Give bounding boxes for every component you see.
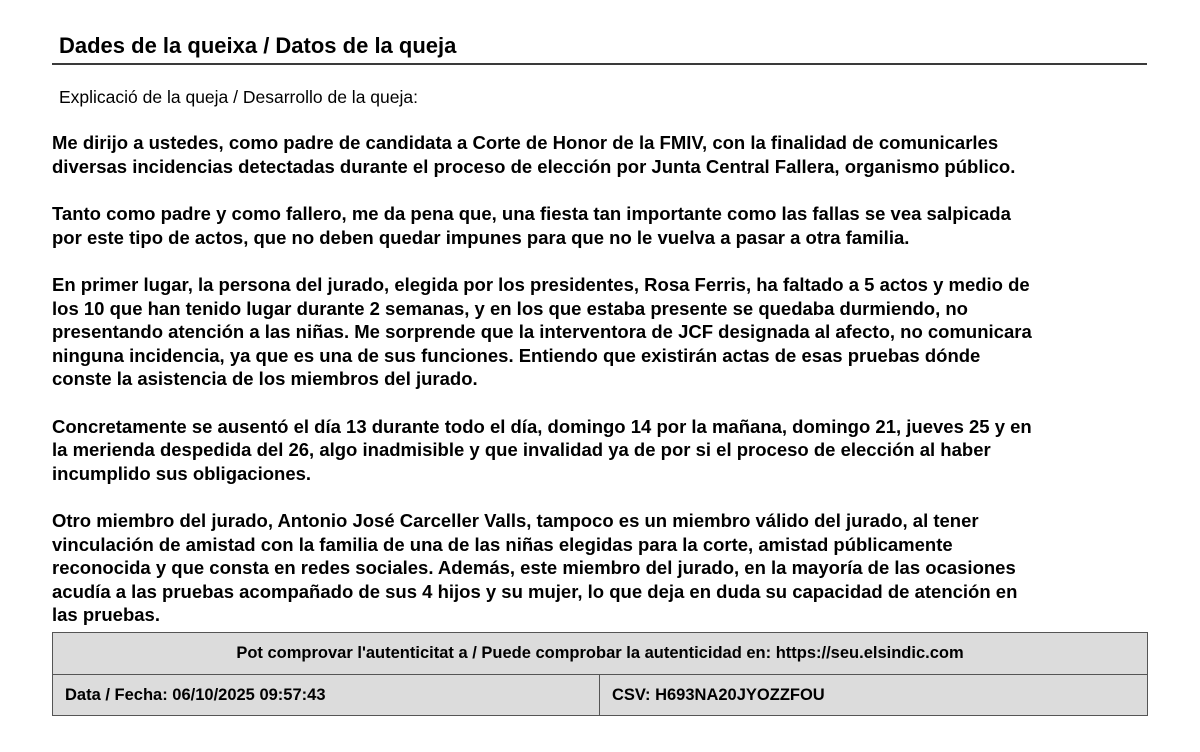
verification-details-row bbox=[53, 675, 1147, 715]
complaint-paragraph bbox=[52, 509, 1148, 627]
title-divider bbox=[52, 63, 1147, 65]
paragraph-line: las pruebas. bbox=[52, 604, 160, 625]
complaint-body bbox=[52, 131, 1148, 651]
authenticity-verification-box bbox=[52, 632, 1148, 716]
authenticity-url-row: Pot comprovar l'autenticitat a / Puede comprobar la autenticidad en: https://seu.elsindic.com bbox=[53, 633, 1147, 675]
paragraph-line: vinculación de amistad con la familia de una de las niñas elegidas para la corte, amistad públicamente bbox=[52, 533, 953, 555]
paragraph-line: presentando atención a las niñas. Me sorprende que la interventora de JCF designada al afecto, no comunicara bbox=[52, 321, 1032, 342]
document-date: Data / Fecha: 06/10/2025 09:57:43 bbox=[53, 675, 600, 715]
paragraph-line: En primer lugar, la persona del jurado, elegida por los presidentes, Rosa Ferris, ha faltado a 5 actos y medio de bbox=[52, 274, 1030, 295]
complaint-paragraph bbox=[52, 131, 1148, 178]
paragraph-line: Concretamente se ausentó el día 13 durante todo el día, domingo 14 por la mañana, domingo 21, jueves 25 y en bbox=[52, 415, 1032, 437]
paragraph-line: por este tipo de actos, que no deben quedar impunes para que no le vuelva a pasar a otra familia. bbox=[52, 226, 910, 248]
paragraph-line: los 10 que han tenido lugar durante 2 semanas, y en los que estaba presente se quedaba durmiendo, no bbox=[52, 297, 968, 319]
paragraph-line: reconocida y que consta en redes sociales. Además, este miembro del jurado, en la mayoría de las ocasiones bbox=[52, 557, 1016, 578]
paragraph-line: Me dirijo a ustedes, como padre de candidata a Corte de Honor de la FMIV, con la finalidad de comunicarles bbox=[52, 132, 999, 153]
csv-code: CSV: H693NA20JYOZZFOU bbox=[612, 685, 825, 704]
paragraph-line: ninguna incidencia, ya que es una de sus funciones. Entiendo que existirán actas de esas pruebas dónde bbox=[52, 344, 981, 366]
field-label-complaint-explanation: Explicació de la queja / Desarrollo de la queja: bbox=[59, 87, 418, 107]
paragraph-line: acudía a las pruebas acompañado de sus 4 hijos y su mujer, lo que deja en duda su capacidad de atención en bbox=[52, 580, 1018, 602]
complaint-paragraph bbox=[52, 202, 1148, 249]
paragraph-line: Otro miembro del jurado, Antonio José Carceller Valls, tampoco es un miembro válido del jurado, al tener bbox=[52, 510, 979, 531]
paragraph-line: incumplido sus obligaciones. bbox=[52, 462, 312, 484]
section-title: Dades de la queixa / Datos de la queja bbox=[59, 33, 457, 58]
paragraph-line: diversas incidencias detectadas durante el proceso de elección por Junta Central Fallera, organismo público. bbox=[52, 155, 1016, 177]
complaint-paragraph bbox=[52, 273, 1148, 391]
paragraph-line: la merienda despedida del 26, algo inadmisible y que invalidad ya de por si el proceso de elección al haber bbox=[52, 439, 991, 460]
complaint-paragraph bbox=[52, 415, 1148, 486]
paragraph-line: Tanto como padre y como fallero, me da pena que, una fiesta tan importante como las fallas se vea salpicada bbox=[52, 203, 1011, 224]
paragraph-line: conste la asistencia de los miembros del jurado. bbox=[52, 368, 478, 389]
